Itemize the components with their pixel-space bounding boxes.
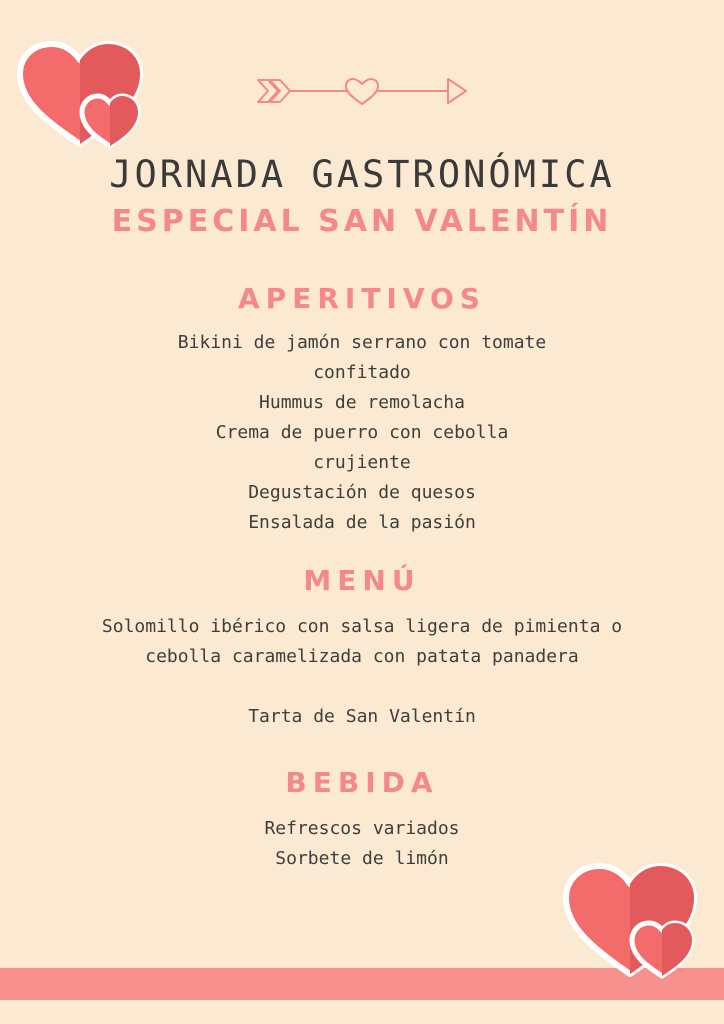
heart-icon <box>14 40 146 152</box>
list-item: Crema de puerro con cebolla <box>215 422 509 443</box>
list-item: Degustación de quesos <box>248 482 476 503</box>
list-item: Hummus de remolacha <box>259 392 465 413</box>
menu-list <box>0 612 724 732</box>
list-spacer <box>0 672 724 702</box>
arrow-with-heart-icon <box>254 74 470 108</box>
list-item: Refrescos variados <box>264 818 460 839</box>
section-heading-bebida: BEBIDA <box>285 766 439 799</box>
section-heading-aperitivos: APERITIVOS <box>238 282 486 315</box>
list-item: Ensalada de la pasión <box>248 512 476 533</box>
page-subtitle: ESPECIAL SAN VALENTÍN <box>111 204 613 239</box>
list-item: crujiente <box>313 452 411 473</box>
aperitivos-list <box>0 328 724 538</box>
list-item: Tarta de San Valentín <box>248 706 476 727</box>
section-heading-menu: MENÚ <box>303 564 421 597</box>
list-item: Solomillo ibérico con salsa ligera de pimienta o <box>101 616 623 637</box>
list-item: confitado <box>313 362 411 383</box>
page-title: JORNADA GASTRONÓMICA <box>109 153 615 196</box>
list-item: Bikini de jamón serrano con tomate <box>177 332 547 353</box>
list-item: Sorbete de limón <box>275 848 449 869</box>
heart-icon <box>560 862 702 982</box>
list-item: cebolla caramelizada con patata panadera <box>145 646 579 667</box>
